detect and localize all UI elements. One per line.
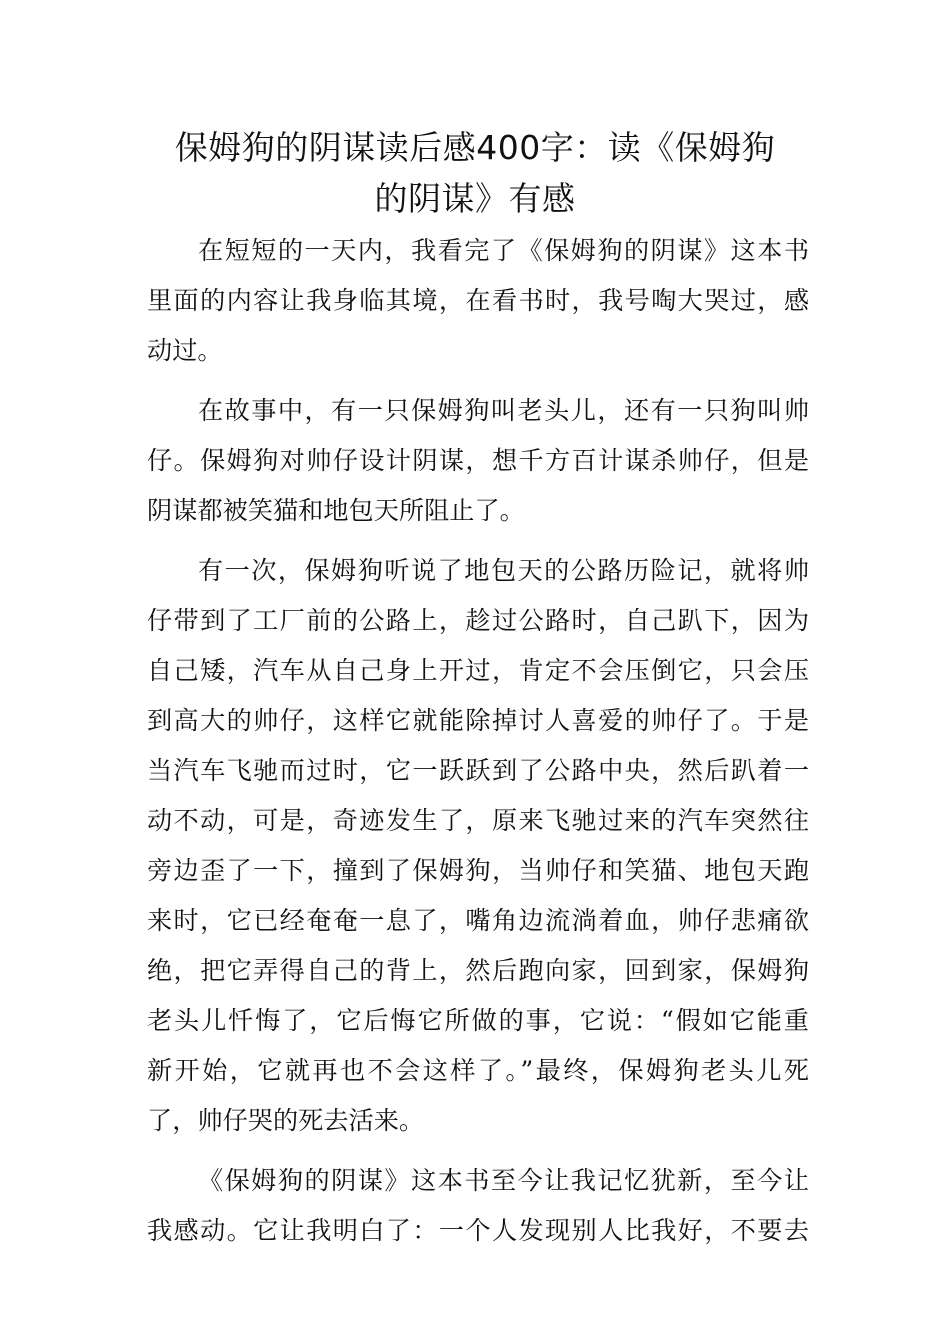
- paragraph-line: 了，帅仔哭的死去活来。: [147, 1106, 425, 1135]
- paragraph-line: 到高大的帅仔，这样它就能除掉讨人喜爱的帅仔了。于是: [147, 706, 809, 735]
- document-title: [140, 122, 810, 224]
- paragraph-line: 在短短的一天内，我看完了《保姆狗的阴谋》这本书: [198, 236, 809, 265]
- paragraph-line: 有一次，保姆狗听说了地包天的公路历险记，就将帅: [198, 556, 809, 585]
- paragraph-line: 在故事中，有一只保姆狗叫老头儿，还有一只狗叫帅: [198, 396, 809, 425]
- document-body: [147, 226, 809, 1266]
- paragraph-line: 绝，把它弄得自己的背上，然后跑向家，回到家，保姆狗: [147, 956, 809, 985]
- paragraph-line: 里面的内容让我身临其境，在看书时，我号啕大哭过，感: [147, 286, 809, 315]
- paragraph-line: 当汽车飞驰而过时，它一跃跃到了公路中央，然后趴着一: [147, 756, 809, 785]
- paragraph-line: 动过。: [147, 336, 223, 365]
- paragraph-line: 动不动，可是，奇迹发生了，原来飞驰过来的汽车突然往: [147, 806, 809, 835]
- paragraph-line: 新开始，它就再也不会这样了。”最终，保姆狗老头儿死: [147, 1056, 809, 1085]
- paragraph-1: [147, 226, 809, 376]
- title-line: 的阴谋》有感: [374, 179, 576, 218]
- paragraph-line: 自己矮，汽车从自己身上开过，肯定不会压倒它，只会压: [147, 656, 809, 685]
- paragraph-line: 仔带到了工厂前的公路上，趁过公路时，自己趴下，因为: [147, 606, 809, 635]
- paragraph-line: 《保姆狗的阴谋》这本书至今让我记忆犹新，至今让: [198, 1166, 809, 1195]
- paragraph-line: 我感动。它让我明白了：一个人发现别人比我好，不要去: [147, 1216, 809, 1245]
- paragraph-line: 阴谋都被笑猫和地包天所阻止了。: [147, 496, 525, 525]
- paragraph-line: 旁边歪了一下，撞到了保姆狗，当帅仔和笑猫、地包天跑: [147, 856, 809, 885]
- title-line: 保姆狗的阴谋读后感400字：读《保姆狗: [174, 128, 776, 167]
- paragraph-2: [147, 386, 809, 536]
- paragraph-line: 老头儿忏悔了，它后悔它所做的事，它说：“假如它能重: [147, 1006, 809, 1035]
- paragraph-line: 仔。保姆狗对帅仔设计阴谋，想千方百计谋杀帅仔，但是: [147, 446, 809, 475]
- paragraph-line: 来时，它已经奄奄一息了，嘴角边流淌着血，帅仔悲痛欲: [147, 906, 809, 935]
- paragraph-3: [147, 546, 809, 1146]
- paragraph-4: [147, 1156, 809, 1256]
